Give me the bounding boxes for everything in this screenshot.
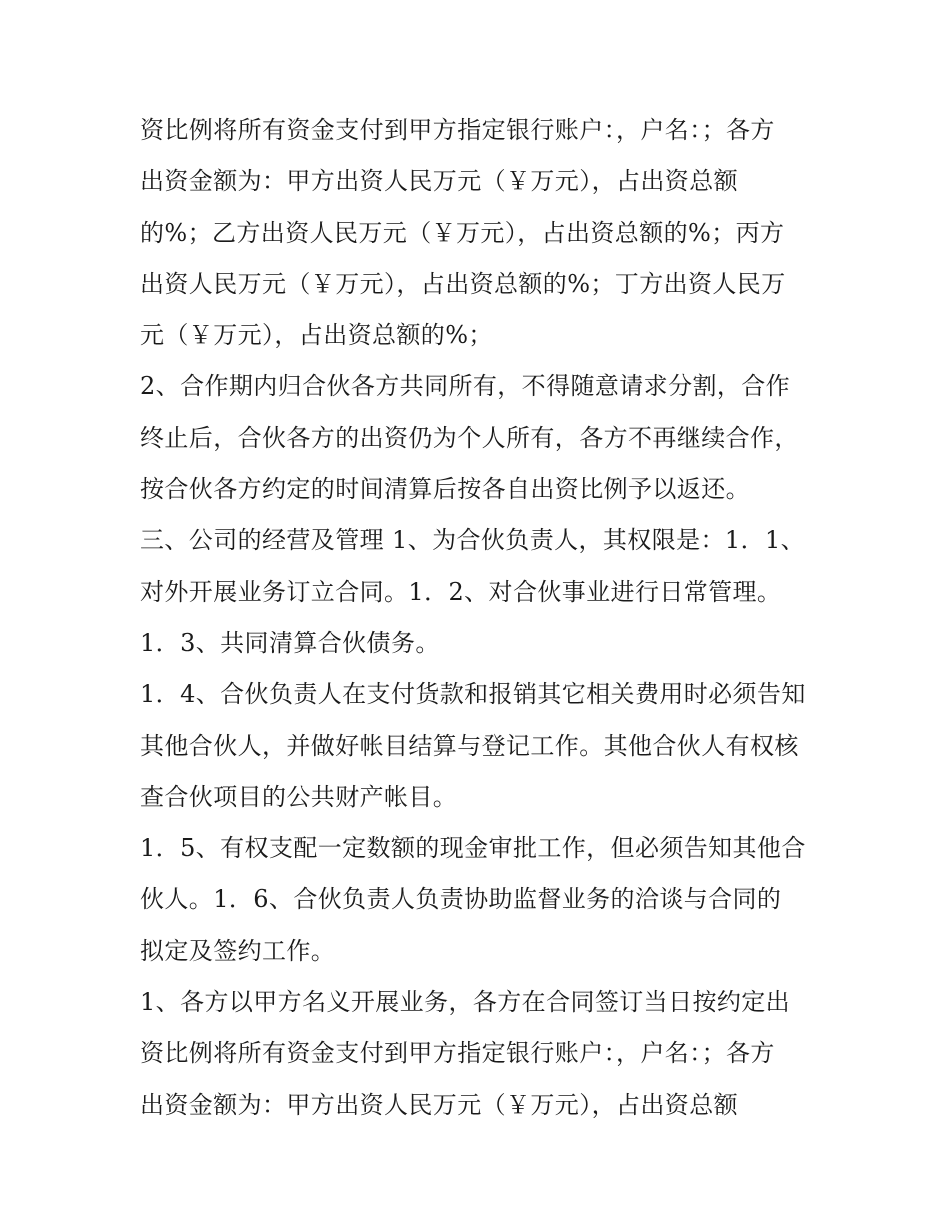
text-line: 1．3、共同清算合伙债务。 — [140, 628, 440, 657]
text-line: 1、各方以甲方名义开展业务，各方在合同签订当日按约定出 — [140, 988, 791, 1017]
text-line: 三、公司的经营及管理 1、为合伙负责人，其权限是：1．1、 — [140, 526, 806, 555]
text-line: 出资人民万元（￥万元），占出资总额的%；丁方出资人民万 — [140, 269, 786, 298]
text-line: 资比例将所有资金支付到甲方指定银行账户：，户名：；各方 — [140, 116, 775, 144]
text-line: 查合伙项目的公共财产帐目。 — [140, 782, 458, 811]
text-line: 按合伙各方约定的时间清算后按各自出资比例予以返还。 — [140, 475, 750, 504]
text-line: 对外开展业务订立合同。1．2、对合伙事业进行日常管理。 — [140, 577, 782, 606]
text-line: 其他合伙人，并做好帐目结算与登记工作。其他合伙人有权核 — [140, 731, 799, 760]
text-line: 拟定及签约工作。 — [140, 936, 336, 965]
text-line: 出资金额为：甲方出资人民万元（￥万元），占出资总额 — [140, 167, 738, 196]
document-body — [140, 105, 820, 1131]
text-line: 伙人。1．6、合伙负责人负责协助监督业务的洽谈与合同的 — [140, 885, 782, 914]
text-line: 资比例将所有资金支付到甲方指定银行账户：，户名：；各方 — [140, 1039, 775, 1068]
text-line: 终止后，合伙各方的出资仍为个人所有，各方不再继续合作， — [140, 423, 799, 452]
text-line: 出资金额为：甲方出资人民万元（￥万元），占出资总额 — [140, 1090, 738, 1119]
text-line: 1．5、有权支配一定数额的现金审批工作，但必须告知其他合 — [140, 834, 806, 863]
text-line: 1．4、合伙负责人在支付货款和报销其它相关费用时必须告知 — [140, 680, 806, 709]
text-line: 2、合作期内归合伙各方共同所有，不得随意请求分割，合作 — [140, 372, 791, 401]
text-line: 的%；乙方出资人民万元（￥万元），占出资总额的%；丙方 — [140, 218, 785, 247]
text-line: 元（￥万元），占出资总额的%； — [140, 321, 493, 350]
